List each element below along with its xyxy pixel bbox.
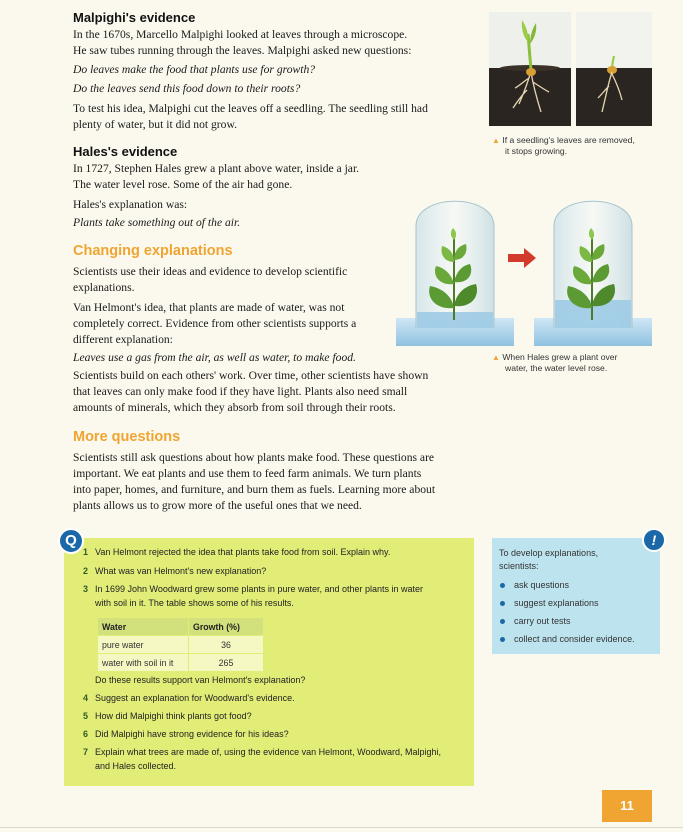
question-followup: Do these results support van Helmont's explanation? bbox=[95, 675, 306, 685]
question-item: 6 Did Malpighi have strong evidence for his ideas? bbox=[83, 729, 289, 739]
changing-text: amounts of minerals, which they absorb from soil through their roots. bbox=[73, 401, 396, 414]
malpighi-text: In the 1670s, Marcello Malpighi looked at leaves through a microscope. bbox=[73, 28, 408, 41]
malpighi-text: plenty of water, but it did not grow. bbox=[73, 118, 237, 131]
caption-arrow-icon: ▲ bbox=[492, 136, 500, 145]
hales-text: Hales's explanation was: bbox=[73, 198, 188, 211]
jar-caption bbox=[492, 352, 617, 374]
facts-intro: To develop explanations, bbox=[499, 548, 599, 558]
changing-text: Scientists use their ideas and evidence to develop scientific bbox=[73, 265, 348, 278]
woodward-results-table bbox=[97, 617, 264, 672]
caption-line: When Hales grew a plant over bbox=[502, 352, 618, 362]
caption-arrow-icon: ▲ bbox=[492, 353, 500, 362]
question-badge-icon: Q bbox=[58, 528, 84, 554]
more-text: Scientists still ask questions about how plants make food. These questions are bbox=[73, 451, 435, 464]
changing-text: Scientists build on each others' work. Over time, other scientists have shown bbox=[73, 369, 429, 382]
table-header-row bbox=[98, 618, 264, 636]
hales-quote: Plants take something out of the air. bbox=[73, 216, 241, 229]
caption-line: it stops growing. bbox=[505, 146, 568, 156]
table-cell: water with soil in it bbox=[98, 654, 189, 672]
malpighi-heading: Malpighi's evidence bbox=[73, 10, 196, 25]
caption-line: If a seedling's leaves are removed, bbox=[502, 135, 635, 145]
bullet-icon bbox=[500, 637, 505, 642]
changing-heading: Changing explanations bbox=[73, 243, 233, 259]
facts-bullet: carry out tests bbox=[514, 615, 571, 628]
changing-text: completely correct. Evidence from other scientists supports a bbox=[73, 317, 357, 330]
caption-line: water, the water level rose. bbox=[505, 363, 608, 373]
malpighi-question: Do leaves make the food that plants use for growth? bbox=[73, 63, 316, 76]
more-text: important. We eat plants and use them to feed farm animals. We turn plants bbox=[73, 467, 422, 480]
bullet-icon bbox=[500, 619, 505, 624]
facts-bullet: suggest explanations bbox=[514, 597, 599, 610]
table-header-cell: Water bbox=[98, 618, 189, 636]
question-item: 4 Suggest an explanation for Woodward's evidence. bbox=[83, 693, 295, 703]
bell-jar-illustration bbox=[396, 188, 652, 348]
question-item: 7 Explain what trees are made of, using the evidence van Helmont, Woodward, Malpighi, and Hales collected. bbox=[83, 747, 442, 771]
changing-text: explanations. bbox=[73, 281, 135, 294]
seedling-caption bbox=[492, 135, 635, 157]
changing-text: that leaves can only make food if they have light. Plants also need small bbox=[73, 385, 408, 398]
table-header-cell: Growth (%) bbox=[189, 618, 264, 636]
page-divider bbox=[0, 827, 683, 828]
question-item: 1 Van Helmont rejected the idea that plants take food from soil. Explain why. bbox=[83, 547, 391, 557]
changing-text: Van Helmont's idea, that plants are made of water, was not bbox=[73, 301, 345, 314]
table-row bbox=[98, 654, 264, 672]
table-cell: pure water bbox=[98, 636, 189, 654]
more-questions-heading: More questions bbox=[73, 429, 181, 445]
table-cell: 265 bbox=[189, 654, 264, 672]
table-cell: 36 bbox=[189, 636, 264, 654]
malpighi-text: To test his idea, Malpighi cut the leaves off a seedling. The seedling still had bbox=[73, 102, 428, 115]
hales-heading: Hales's evidence bbox=[73, 144, 178, 159]
malpighi-question: Do the leaves send this food down to their roots? bbox=[73, 82, 301, 95]
changing-quote: Leaves use a gas from the air, as well as water, to make food. bbox=[73, 351, 356, 364]
changing-text: different explanation: bbox=[73, 333, 173, 346]
malpighi-text: He saw tubes running through the leaves. Malpighi asked new questions: bbox=[73, 44, 412, 57]
hales-text: The water level rose. Some of the air had gone. bbox=[73, 178, 293, 191]
page-number: 11 bbox=[602, 790, 652, 822]
table-row bbox=[98, 636, 264, 654]
question-item: 5 How did Malpighi think plants got food? bbox=[83, 711, 252, 721]
more-text: into paper, homes, and furniture, and burn them as fuels. Learning more about bbox=[73, 483, 436, 496]
seedling-photo-with-leaves bbox=[489, 12, 571, 126]
exclamation-badge-icon: ! bbox=[642, 528, 666, 552]
arrow-right-icon bbox=[508, 248, 536, 268]
hales-text: In 1727, Stephen Hales grew a plant above water, inside a jar. bbox=[73, 162, 360, 175]
facts-bullet: ask questions bbox=[514, 579, 569, 592]
question-item: 2 What was van Helmont's new explanation? bbox=[83, 566, 267, 576]
facts-bullet: collect and consider evidence. bbox=[514, 633, 635, 646]
more-text: plants allows us to grow more of the useful ones that we need. bbox=[73, 499, 362, 512]
question-item: 3 In 1699 John Woodward grew some plants in pure water, and other plants in water with soil in it. The table shows some of his results. bbox=[83, 584, 424, 608]
bullet-icon bbox=[500, 583, 505, 588]
seedling-photo-leaves-removed bbox=[576, 12, 652, 126]
facts-intro: scientists: bbox=[499, 561, 539, 571]
bullet-icon bbox=[500, 601, 505, 606]
